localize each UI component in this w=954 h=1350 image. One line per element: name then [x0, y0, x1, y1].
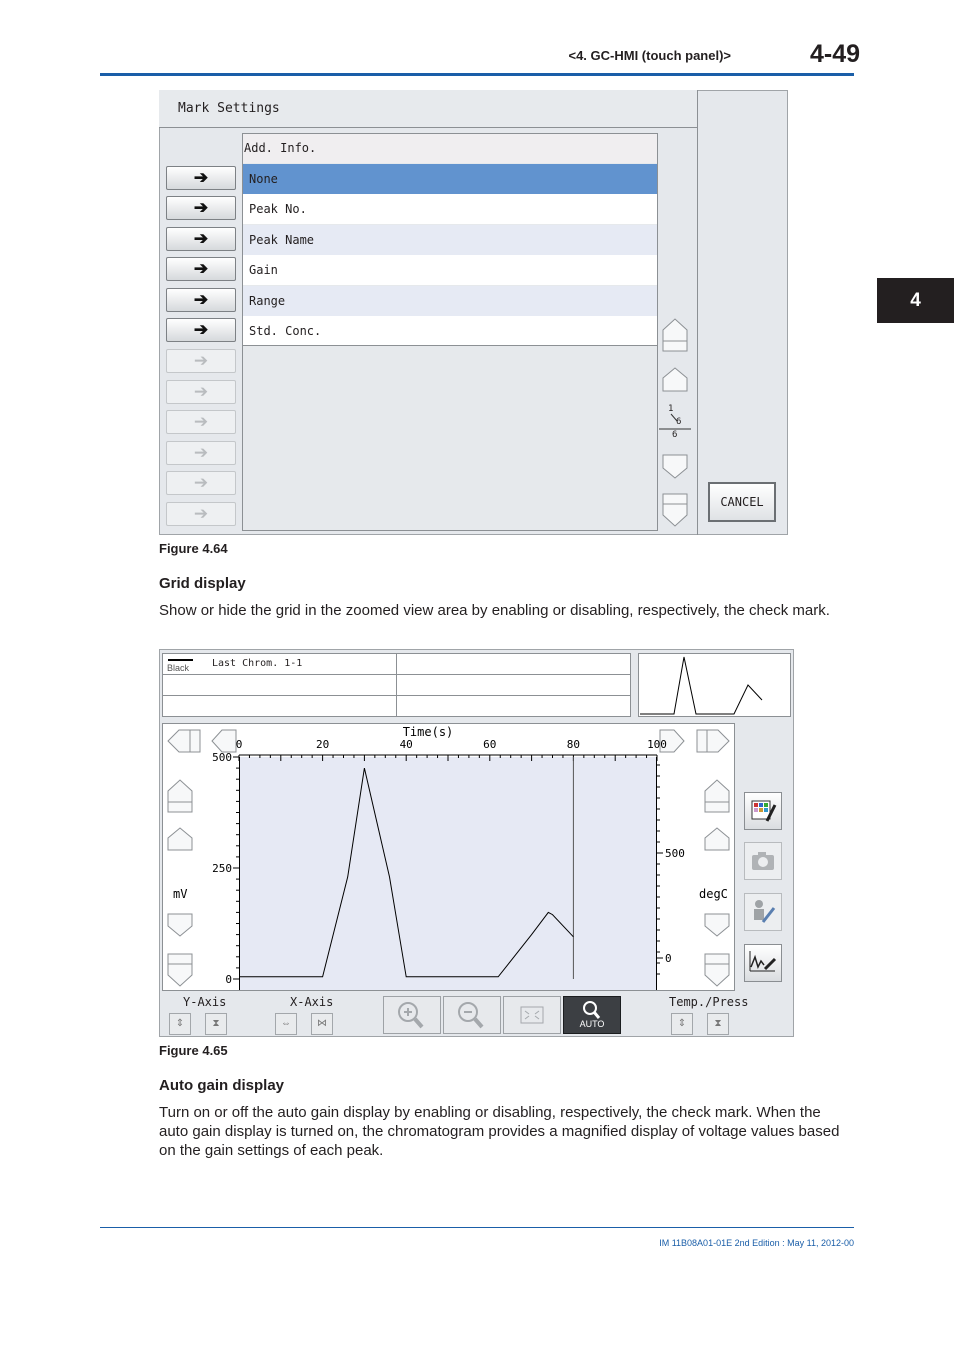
list-item-gain[interactable]: Gain [243, 255, 657, 285]
arrow-button-4[interactable]: ➔ [166, 257, 236, 281]
auto-gain-heading: Auto gain display [159, 1077, 285, 1094]
arrow-button-5[interactable]: ➔ [166, 288, 236, 312]
scroll-up-button[interactable] [661, 366, 689, 393]
x-axis-title: Time(s) [402, 725, 454, 739]
x-tick-label-1: 20 [315, 738, 330, 751]
right-panel-divider [697, 90, 698, 535]
pager-total: 6 [672, 430, 678, 440]
zoom-in-button[interactable] [383, 996, 441, 1034]
fit-view-icon [504, 997, 560, 1033]
chromatogram-chart [162, 723, 735, 991]
page-number: 4-49 [810, 40, 861, 68]
legend-divider-h1 [162, 674, 631, 675]
zoom-out-icon [444, 997, 500, 1033]
section-title: <4. GC-HMI (touch panel)> [568, 48, 731, 63]
zoom-out-button[interactable] [443, 996, 501, 1034]
pager-current: 1 [668, 404, 674, 414]
y-axis-label: Y-Axis [183, 995, 227, 1009]
arrow-button-9: ➔ [166, 410, 236, 434]
header-rule [100, 73, 854, 76]
series-line-0 [239, 768, 573, 977]
footer-rule [100, 1227, 854, 1228]
list-item-none[interactable]: None [243, 164, 657, 194]
y-axis-title: mV [173, 887, 188, 901]
chromatogram-settings-button[interactable] [744, 944, 782, 982]
grid-display-text: Show or hide the grid in the zoomed view area by enabling or disabling, respectively, the check mark. [159, 602, 830, 619]
y2-axis-title: degC [699, 887, 728, 901]
x-tick-label-4: 80 [566, 738, 581, 751]
arrow-button-3[interactable]: ➔ [166, 227, 236, 251]
figure-65-caption: Figure 4.65 [159, 1043, 228, 1058]
legend-label: Last Chrom. 1-1 [212, 658, 303, 669]
list-item-std-conc[interactable]: Std. Conc. [243, 316, 657, 346]
y-tick-label-0: 0 [225, 973, 232, 986]
x-axis-expand-button[interactable]: ⇔ [275, 1013, 297, 1035]
camera-icon [745, 843, 781, 879]
arrow-button-6[interactable]: ➔ [166, 318, 236, 342]
arrow-button-11: ➔ [166, 471, 236, 495]
auto-zoom-button[interactable] [563, 996, 621, 1034]
legend-color-name: Black [167, 663, 190, 673]
x-axis-label: X-Axis [290, 995, 334, 1009]
list-item-peak-no[interactable]: Peak No. [243, 194, 657, 224]
temp-expand-button[interactable]: ⇕ [671, 1013, 693, 1035]
y-tick-label-2: 500 [212, 751, 232, 764]
y-tick-label-1: 250 [212, 862, 232, 875]
list-item-range[interactable]: Range [243, 286, 657, 316]
figure-64-caption: Figure 4.64 [159, 541, 228, 556]
auto-zoom-icon [564, 997, 620, 1021]
chart-wrench-icon [745, 945, 781, 981]
overview-trace [638, 653, 791, 717]
legend-swatch [168, 659, 193, 661]
x-tick-label-0: 0 [235, 738, 243, 751]
x-axis-shrink-button[interactable]: ⋈ [311, 1013, 333, 1035]
y2-tick-label-1: 500 [665, 847, 685, 860]
screen-title: Mark Settings [178, 101, 280, 116]
footer-doc-id: IM 11B08A01-01E 2nd Edition : May 11, 2012-00 [659, 1238, 854, 1248]
x-tick-label-3: 60 [483, 738, 497, 751]
fit-view-button[interactable] [503, 996, 561, 1034]
arrow-button-7: ➔ [166, 349, 236, 373]
grid-display-heading: Grid display [159, 575, 246, 592]
list-header: Add. Info. [243, 134, 657, 163]
zoom-in-icon [384, 997, 440, 1033]
pager-divider [657, 412, 693, 432]
pager-sub: 6 [676, 417, 682, 427]
scroll-down-button[interactable] [661, 453, 689, 480]
chapter-tab: 4 [877, 278, 954, 323]
legend-divider-v [396, 653, 397, 717]
palette-pencil-icon [745, 793, 781, 829]
arrow-button-1[interactable]: ➔ [166, 166, 236, 190]
person-tool-icon [745, 894, 781, 930]
list-item-peak-name[interactable]: Peak Name [243, 225, 657, 255]
scroll-top-button[interactable] [661, 317, 689, 353]
temp-press-label: Temp./Press [669, 995, 749, 1009]
y-axis-shrink-button[interactable]: ⧗ [205, 1013, 227, 1035]
arrow-button-10: ➔ [166, 441, 236, 465]
maintenance-button[interactable] [744, 893, 782, 931]
temp-shrink-button[interactable]: ⧗ [707, 1013, 729, 1035]
legend-divider-h2 [162, 695, 631, 696]
arrow-button-2[interactable]: ➔ [166, 196, 236, 220]
auto-zoom-label: AUTO [579, 1019, 605, 1029]
arrow-button-12: ➔ [166, 502, 236, 526]
y2-tick-label-0: 0 [665, 952, 672, 965]
camera-button[interactable] [744, 842, 782, 880]
x-tick-label-5: 100 [647, 738, 667, 751]
auto-gain-text: Turn on or off the auto gain display by enabling or disabling, respectively, the check mark. When the auto gain display is turned on, the chromatogram provides a magnified display of voltage values based on the gain settings of each peak. [159, 1104, 840, 1159]
x-tick-label-2: 40 [399, 738, 413, 751]
arrow-button-8: ➔ [166, 380, 236, 404]
scroll-bottom-button[interactable] [661, 492, 689, 528]
y-axis-expand-button[interactable]: ⇕ [169, 1013, 191, 1035]
color-settings-button[interactable] [744, 792, 782, 830]
cancel-button[interactable]: CANCEL [708, 482, 776, 522]
